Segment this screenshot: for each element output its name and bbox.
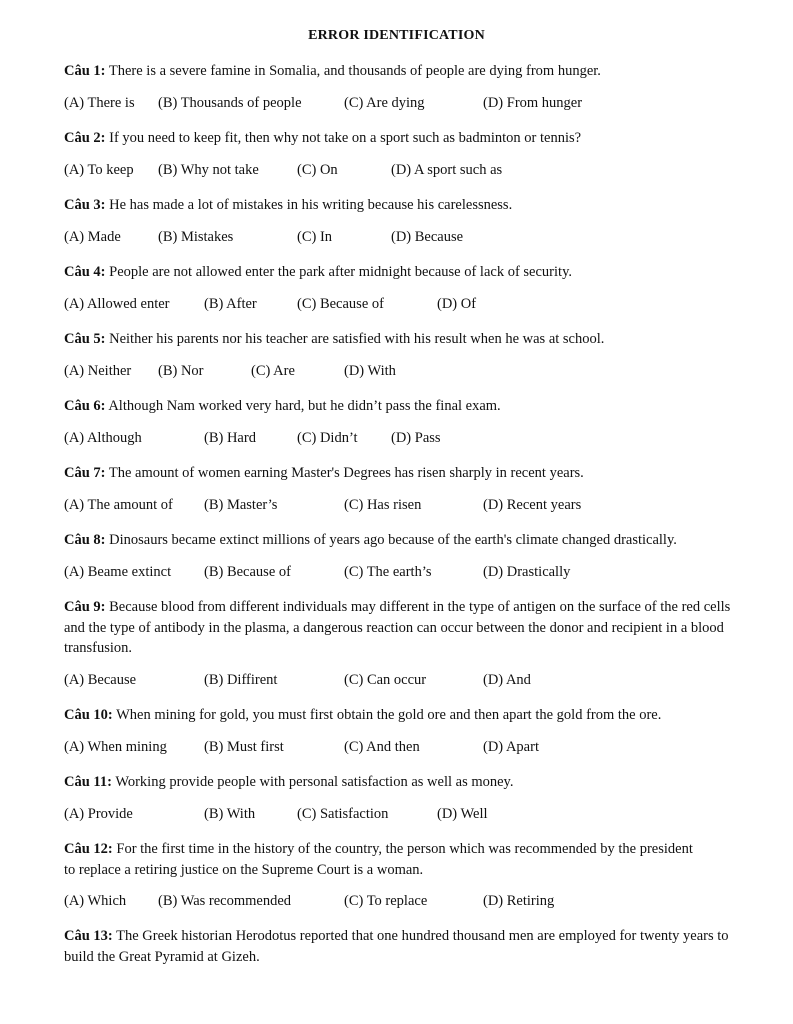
option-d[interactable]: (D) Well	[437, 806, 488, 822]
option-c[interactable]: (C) The earth’s	[344, 564, 432, 580]
option-c[interactable]: (C) Are dying	[344, 95, 425, 111]
options-12	[64, 893, 744, 913]
question-13	[64, 926, 734, 967]
option-b[interactable]: (B) Must first	[204, 739, 284, 755]
options-11	[64, 806, 744, 826]
question-text: The amount of women earning Master's Degrees has risen sharply in recent years.	[108, 465, 584, 481]
question-number: Câu 13:	[64, 928, 113, 944]
option-d[interactable]: (D) Recent years	[483, 497, 582, 513]
options-1	[64, 95, 744, 115]
option-a[interactable]: (A) Which	[64, 893, 127, 909]
option-c[interactable]: (C) Didn’t	[297, 430, 358, 446]
option-a[interactable]: (A) To keep	[64, 162, 134, 178]
option-b[interactable]: (B) Hard	[204, 430, 256, 446]
question-number: Câu 8:	[64, 532, 106, 548]
option-b[interactable]: (B) Was recommended	[158, 893, 292, 909]
option-d[interactable]: (D) Pass	[391, 430, 441, 446]
options-10	[64, 739, 744, 759]
option-b[interactable]: (B) Nor	[158, 363, 204, 379]
option-d[interactable]: (D) Of	[437, 296, 477, 312]
option-d[interactable]: (D) Drastically	[483, 564, 571, 580]
option-b[interactable]: (B) Because of	[204, 564, 291, 580]
question-number: Câu 1:	[64, 63, 106, 79]
options-7	[64, 497, 744, 517]
question-number: Câu 3:	[64, 197, 106, 213]
question-text: Neither his parents nor his teacher are satisfied with his result when he was at school.	[109, 331, 605, 347]
question-number: Câu 12:	[64, 841, 113, 857]
question-text: Dinosaurs became extinct millions of years ago because of the earth's climate changed drastically.	[109, 532, 677, 548]
question-text: People are not allowed enter the park after midnight because of lack of security.	[109, 264, 572, 280]
question-text: Working provide people with personal satisfaction as well as money.	[115, 774, 514, 790]
question-text: Although Nam worked very hard, but he didn’t pass the final exam.	[108, 398, 501, 414]
question-3	[64, 195, 734, 216]
options-2	[64, 162, 744, 182]
question-5	[64, 329, 734, 350]
page-title: ERROR IDENTIFICATION	[308, 28, 485, 43]
option-a[interactable]: (A) Made	[64, 229, 121, 245]
options-4	[64, 296, 744, 316]
question-number: Câu 7:	[64, 465, 106, 481]
option-c[interactable]: (C) And then	[344, 739, 420, 755]
option-b[interactable]: (B) Thousands of people	[158, 95, 302, 111]
question-6	[64, 396, 734, 417]
option-a[interactable]: (A) Beame extinct	[64, 564, 172, 580]
question-text: For the first time in the history of the country, the person which was recommended by the president to replace a retiring justice on the Supreme Court is a woman.	[64, 841, 693, 878]
option-b[interactable]: (B) Mistakes	[158, 229, 234, 245]
question-7	[64, 463, 734, 484]
option-b[interactable]: (B) After	[204, 296, 257, 312]
options-9	[64, 672, 744, 692]
question-1	[64, 61, 734, 82]
options-5	[64, 363, 744, 383]
option-c[interactable]: (C) In	[297, 229, 333, 245]
question-number: Câu 11:	[64, 774, 112, 790]
option-c[interactable]: (C) On	[297, 162, 338, 178]
option-b[interactable]: (B) Why not take	[158, 162, 259, 178]
option-a[interactable]: (A) Allowed enter	[64, 296, 170, 312]
option-d[interactable]: (D) Apart	[483, 739, 539, 755]
question-11	[64, 772, 734, 793]
option-d[interactable]: (D) And	[483, 672, 531, 688]
options-8	[64, 564, 744, 584]
option-b[interactable]: (B) Master’s	[204, 497, 278, 513]
option-b[interactable]: (B) Diffirent	[204, 672, 278, 688]
option-a[interactable]: (A) Provide	[64, 806, 133, 822]
question-number: Câu 9:	[64, 599, 106, 615]
options-6	[64, 430, 744, 450]
question-text: Because blood from different individuals may different in the type of antigen on the surface of the red cells and the type of antibody in the plasma, a dangerous reaction can occur between the donor and recipient in a blood transfusion.	[64, 599, 731, 656]
option-c[interactable]: (C) To replace	[344, 893, 428, 909]
option-d[interactable]: (D) Retiring	[483, 893, 555, 909]
option-a[interactable]: (A) Neither	[64, 363, 132, 379]
question-text: There is a severe famine in Somalia, and thousands of people are dying from hunger.	[108, 63, 601, 79]
option-d[interactable]: (D) With	[344, 363, 396, 379]
option-c[interactable]: (C) Because of	[297, 296, 384, 312]
option-a[interactable]: (A) The amount of	[64, 497, 173, 513]
question-text: He has made a lot of mistakes in his writing because his carelessness.	[109, 197, 513, 213]
question-number: Câu 6:	[64, 398, 106, 414]
question-2	[64, 128, 734, 149]
option-d[interactable]: (D) Because	[391, 229, 464, 245]
options-3	[64, 229, 744, 249]
question-10	[64, 705, 744, 726]
option-c[interactable]: (C) Can occur	[344, 672, 427, 688]
option-d[interactable]: (D) From hunger	[483, 95, 583, 111]
option-b[interactable]: (B) With	[204, 806, 256, 822]
option-c[interactable]: (C) Has risen	[344, 497, 422, 513]
option-a[interactable]: (A) When mining	[64, 739, 167, 755]
question-number: Câu 2:	[64, 130, 106, 146]
question-number: Câu 5:	[64, 331, 106, 347]
option-a[interactable]: (A) Although	[64, 430, 142, 446]
question-8	[64, 530, 744, 551]
question-4	[64, 262, 734, 283]
question-text: When mining for gold, you must first obtain the gold ore and then apart the gold from the ore.	[116, 707, 662, 723]
option-d[interactable]: (D) A sport such as	[391, 162, 503, 178]
question-number: Câu 4:	[64, 264, 106, 280]
option-a[interactable]: (A) Because	[64, 672, 137, 688]
option-c[interactable]: (C) Satisfaction	[297, 806, 389, 822]
question-number: Câu 10:	[64, 707, 113, 723]
question-9	[64, 597, 734, 659]
question-12	[64, 839, 704, 880]
question-text: If you need to keep fit, then why not take on a sport such as badminton or tennis?	[109, 130, 582, 146]
option-c[interactable]: (C) Are	[251, 363, 295, 379]
option-a[interactable]: (A) There is	[64, 95, 135, 111]
question-text: The Greek historian Herodotus reported that one hundred thousand men are employed for twenty years to build the Great Pyramid at Gizeh.	[64, 928, 729, 965]
